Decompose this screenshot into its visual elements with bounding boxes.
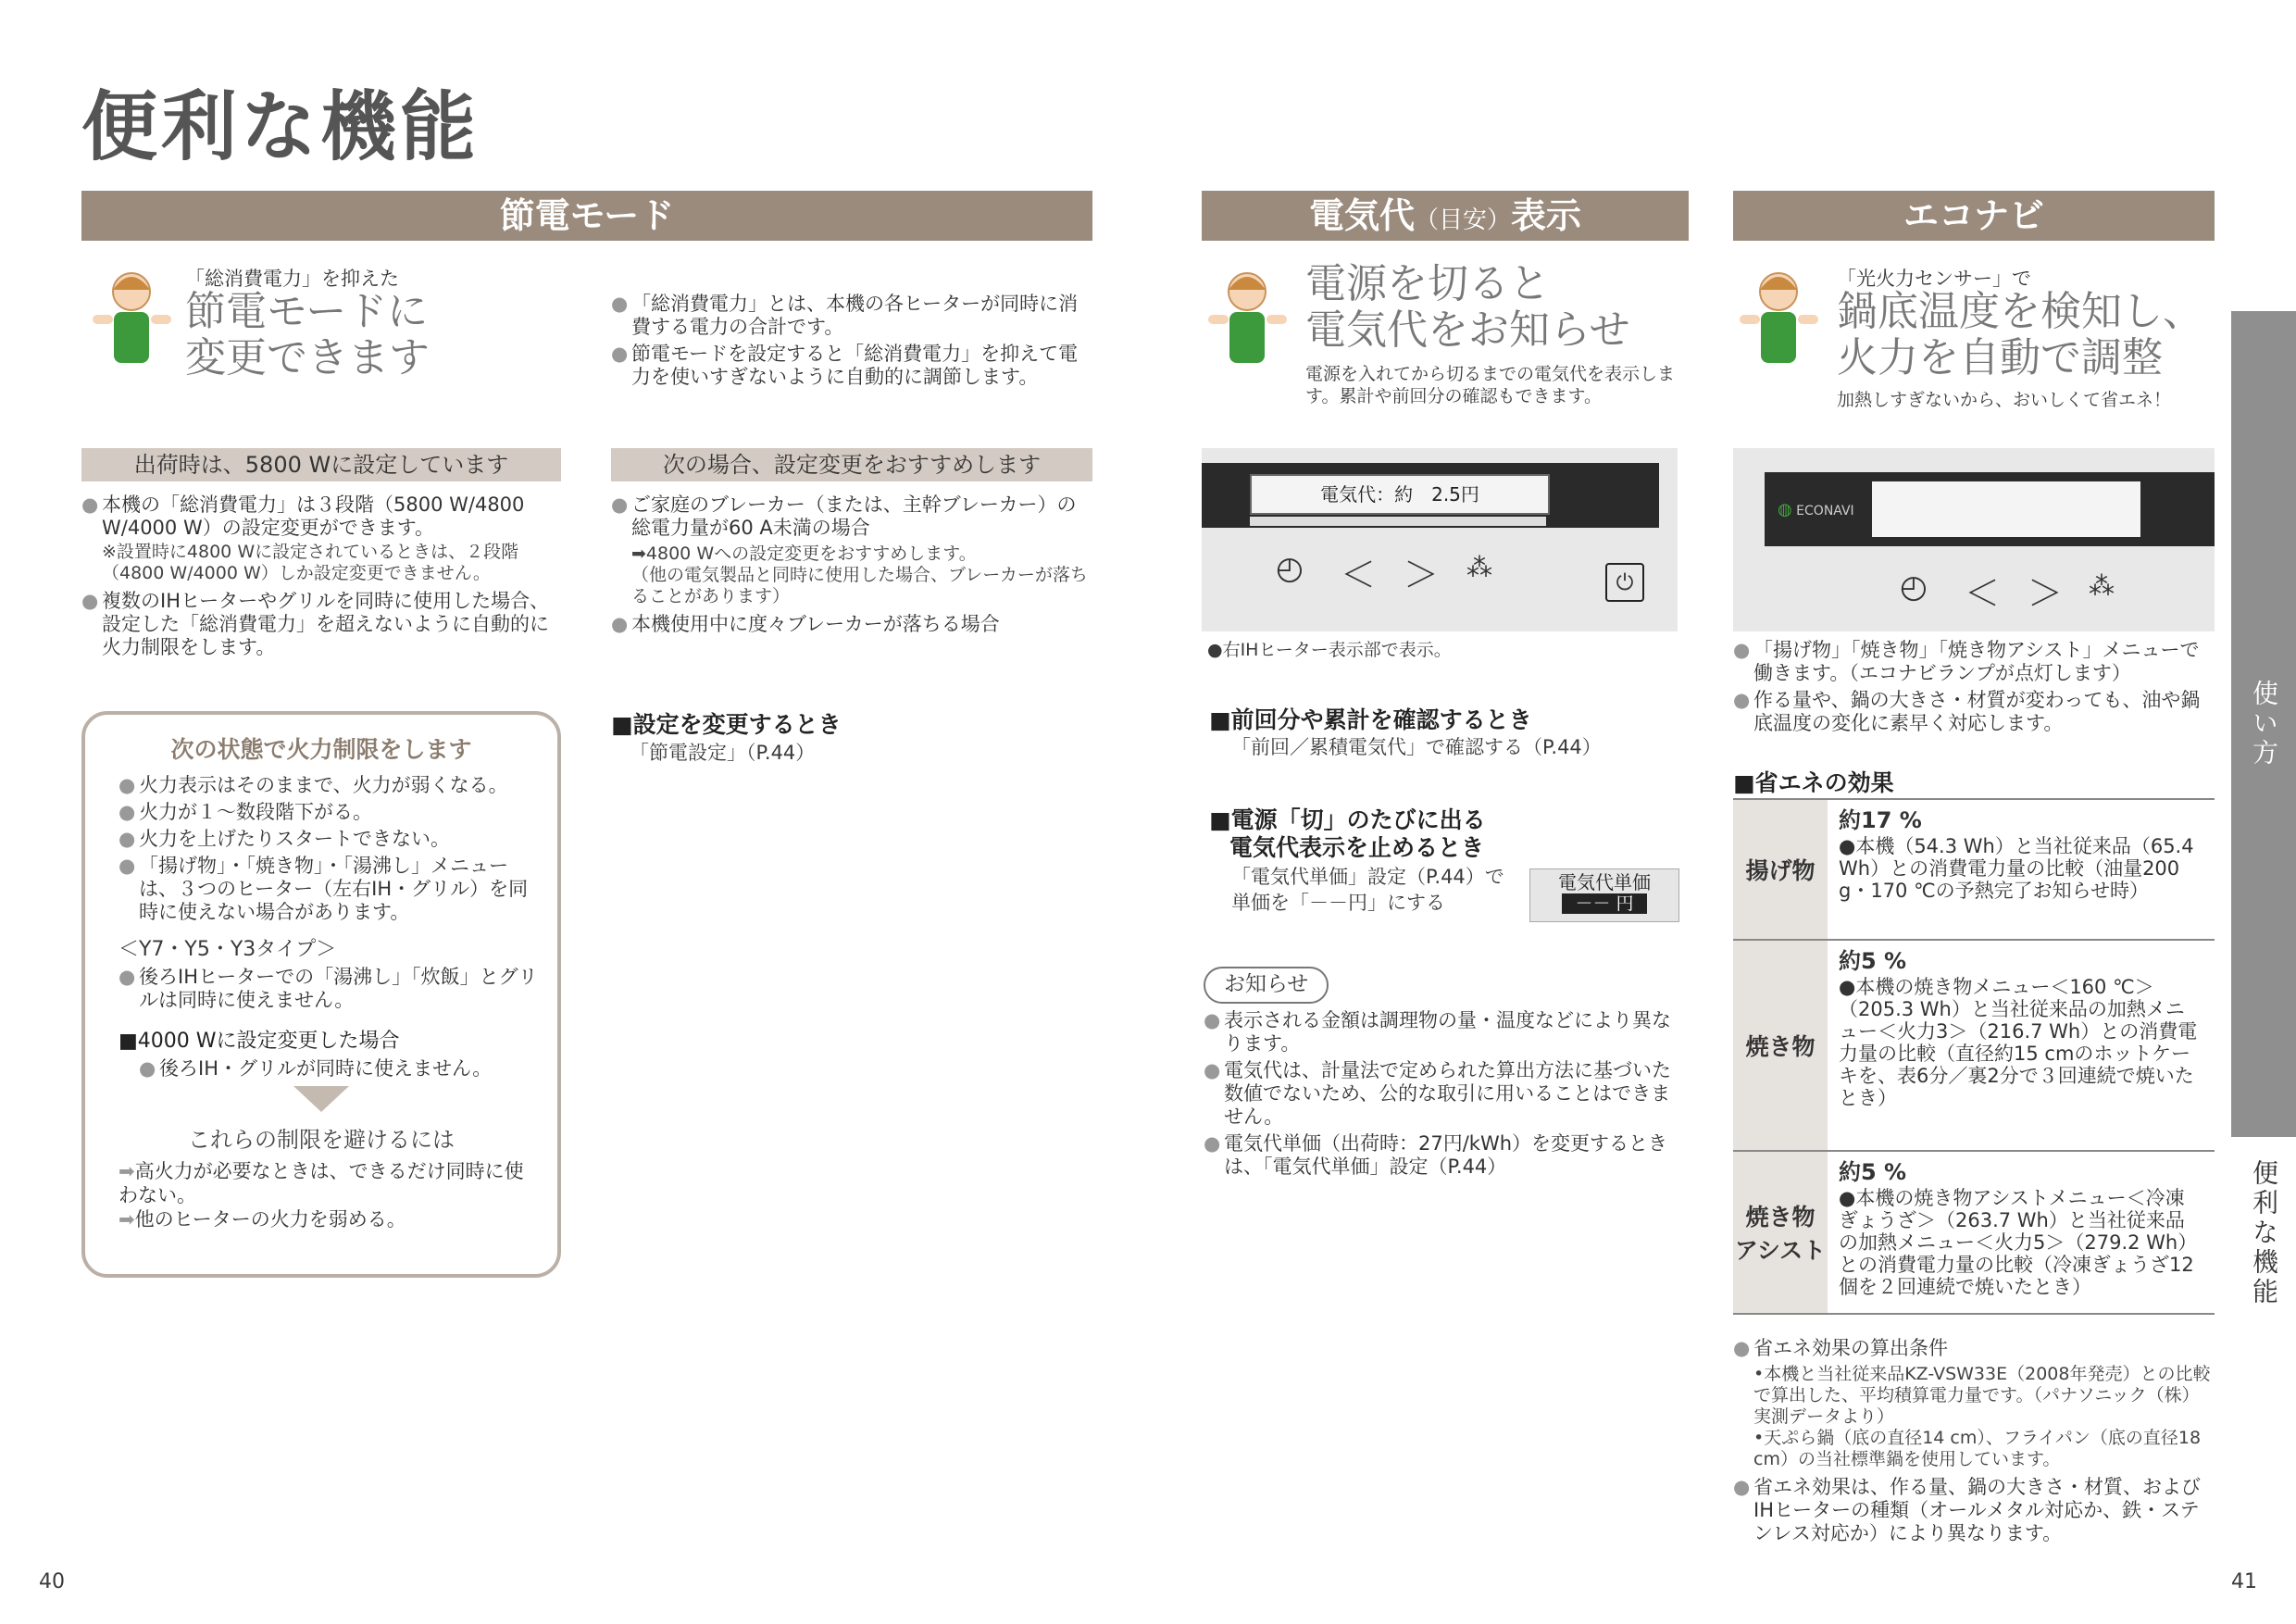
restriction-box xyxy=(81,711,561,1278)
list-item: ● 火力を上げたりスタートできない。 xyxy=(119,828,539,851)
list-item: ● 作る量や、鍋の大きさ・材質が変わっても、油や鍋底温度の変化に素早く対応します。 xyxy=(1733,689,2215,735)
row-label: 焼き物アシスト xyxy=(1733,1151,1828,1314)
econavi-sub: 加熱しすぎないから、おいしくて省エネ！ xyxy=(1837,390,2172,410)
burner-icon[interactable]: ⁂ xyxy=(2089,570,2115,601)
econavi-big-2: 火力を自動で調整 xyxy=(1837,334,2163,381)
econavi-display xyxy=(1872,481,2140,537)
left-arrow-icon[interactable]: ＜ xyxy=(1341,555,1377,595)
list-item: ● 表示される金額は調理物の量・温度などにより異なります。 xyxy=(1204,1009,1685,1056)
list-item: ● ご家庭のブレーカー（または、主幹ブレーカー）の総電力量が60 A未満の場合 xyxy=(611,493,1092,540)
econavi-logo: ◍ ECONAVI xyxy=(1778,500,1854,519)
list-item: ● 省エネ効果の算出条件 xyxy=(1733,1337,2215,1360)
list-item: ● 後ろIH・グリルが同時に使えません。 xyxy=(139,1057,539,1081)
setsuden-lead-small: 「総消費電力」を抑えた xyxy=(185,268,399,290)
timer-icon[interactable]: ◴ xyxy=(1276,550,1304,587)
list-item: ● 「揚げ物」「焼き物」「焼き物アシスト」メニューで働きます。（エコナビランプが点灯します） xyxy=(1733,639,2215,685)
setsuden-lead-big-1: 節電モードに xyxy=(185,288,429,335)
list-item: ● 複数のIHヒーターやグリルを同時に使用した場合、設定した「総消費電力」を超えないように自動的に火力制限をします。 xyxy=(81,590,563,659)
note-text: ※設置時に4800 Wに設定されているときは、２段階（4800 W/4000 W）しか設定変更できません。 xyxy=(102,542,519,583)
econavi-lead-small: 「光火力センサー」で xyxy=(1837,268,2031,290)
change-ref: 「節電設定」（P.44） xyxy=(630,742,816,764)
power-icon[interactable]: ⏻ xyxy=(1605,563,1644,602)
note-text: （他の電気製品と同時に使用した場合、ブレーカーが落ちることがあります） xyxy=(631,565,1088,606)
left-arrow-icon[interactable]: ＜ xyxy=(1965,573,2001,614)
table-row xyxy=(1733,799,2215,940)
denki-h2-text2: 単価を「－－円」にする xyxy=(1231,892,1445,914)
notice-pill: お知らせ xyxy=(1204,967,1329,1004)
unit-price-display: 電気代単価 －－ 円 xyxy=(1529,868,1679,922)
page-number-right: 41 xyxy=(2231,1570,2257,1593)
arrow-icon: ➡ xyxy=(119,1208,135,1230)
table-row xyxy=(1733,940,2215,1151)
sub-band-recommend: 次の場合、設定変更をおすすめします xyxy=(611,448,1092,481)
denki-big-1: 電源を切ると xyxy=(1305,260,1550,307)
burner-icon[interactable]: ⁂ xyxy=(1466,552,1492,582)
side-tab-features[interactable]: 便利な機能 xyxy=(2249,1159,2279,1307)
right-arrow-icon[interactable]: ＞ xyxy=(2028,573,2064,614)
right-arrow-icon[interactable]: ＞ xyxy=(1404,555,1440,595)
person-illustration xyxy=(1204,264,1292,380)
denki-caption: ●右IHヒーター表示部で表示。 xyxy=(1207,640,1452,660)
econavi-list xyxy=(1733,639,2215,739)
denki-h2a: ■電源「切」のたびに出る xyxy=(1209,806,1486,833)
section-band-denki: 電気代（目安）表示 xyxy=(1202,191,1689,241)
list-item: ● 電気代単価（出荷時：27円/kWh）を変更するときは、「電気代単価」設定（P.44） xyxy=(1204,1132,1685,1179)
denki-h2-text1: 「電気代単価」設定（P.44）で xyxy=(1231,866,1504,888)
effect-table xyxy=(1733,798,2215,1315)
row-label: 揚げ物 xyxy=(1733,799,1828,940)
list-item: ● 電気代は、計量法で定められた算出方法に基づいた数値でないため、公的な取引に用いることはできません。 xyxy=(1204,1059,1685,1129)
setsuden-right-list xyxy=(611,493,1092,640)
box-title: 次の状態で火力制限をします xyxy=(170,736,472,763)
list-item: ● 本機使用中に度々ブレーカーが落ちる場合 xyxy=(611,613,1092,636)
denki-h2b: 電気代表示を止めるとき xyxy=(1229,834,1485,861)
page-number-left: 40 xyxy=(39,1570,65,1593)
denki-h1-ref: 「前回／累積電気代」で確認する（P.44） xyxy=(1231,736,1602,758)
avoid-title: これらの制限を避けるには xyxy=(188,1127,455,1153)
type-label: ＜Y7・Y5・Y3タイプ＞ xyxy=(119,938,337,961)
row-cell: 約5 % ●本機の焼き物メニュー＜160 ℃＞（205.3 Wh）と当社従来品の加熱メニュー＜火力3＞（216.7 Wh）との消費電力量の比較（直径約15 cmのホットケーキを、表6分／裏2分で３回連続で焼いたとき） xyxy=(1828,940,2215,1151)
list-item: ● 後ろIHヒーターでの「湯沸し」「炊飯」とグリルは同時に使えません。 xyxy=(119,966,539,1012)
setsuden-lead-big-2: 変更できます xyxy=(185,334,430,381)
denki-big-2: 電気代をお知らせ xyxy=(1305,306,1630,354)
list-item: ● 火力表示はそのままで、火力が弱くなる。 xyxy=(119,774,539,797)
side-tab-usage[interactable]: 使い方 xyxy=(2231,311,2296,1137)
list-item: ● 本機の「総消費電力」は３段階（5800 W/4800 W/4000 W）の設定変更ができます。 xyxy=(81,493,563,540)
setsuden-left-list xyxy=(81,493,563,663)
arrow-text: ➡4800 Wへの設定変更をおすすめします。 xyxy=(631,543,977,564)
note-text: •天ぷら鍋（底の直径14 cm）、フライパン（底の直径18 cm）の当社標準鍋を使用しています。 xyxy=(1753,1428,2202,1469)
section-band-setsuden: 節電モード xyxy=(81,191,1092,241)
section-band-econavi: エコナビ xyxy=(1733,191,2215,241)
change-heading: ■設定を変更するとき xyxy=(611,711,842,738)
down-arrow-icon xyxy=(293,1086,349,1114)
arrow-icon: ➡ xyxy=(119,1160,135,1182)
table-row xyxy=(1733,1151,2215,1314)
denki-h1: ■前回分や累計を確認するとき xyxy=(1209,706,1532,733)
sub-band-default: 出荷時は、5800 Wに設定しています xyxy=(81,448,561,481)
intro-item: ● 節電モードを設定すると「総消費電力」を抑えて電力を使いすぎないように自動的に調節します。 xyxy=(611,343,1083,389)
person-illustration xyxy=(88,264,176,380)
econavi-big-1: 鍋底温度を検知し、 xyxy=(1837,288,2203,335)
price-display: 電気代：約 2.5円 xyxy=(1250,474,1550,515)
avoid-item: ➡他のヒーターの火力を弱める。 xyxy=(119,1208,406,1230)
notice-list xyxy=(1204,1009,1685,1182)
row-label: 焼き物 xyxy=(1733,940,1828,1151)
setsuden-intro xyxy=(611,293,1083,393)
list-item: ● 火力が１～数段階下がる。 xyxy=(119,801,539,824)
avoid-item: ➡高火力が必要なときは、できるだけ同時に使わない。 xyxy=(119,1160,524,1206)
avoid-list xyxy=(85,1154,557,1231)
list-item: ● 省エネ効果は、作る量、鍋の大きさ・材質、およびIHヒーターの種類（オールメタル対応か、鉄・ステンレス対応か）により異なります。 xyxy=(1733,1476,2215,1545)
effect-heading: ■省エネの効果 xyxy=(1733,769,1894,796)
denki-desc: 電源を入れてから切るまでの電気代を表示します。累計や前回分の確認もできます。 xyxy=(1305,364,1676,406)
row-cell: 約5 % ●本機の焼き物アシストメニュー＜冷凍ぎょうざ＞（263.7 Wh）と当社従来品の加熱メニュー＜火力5＞（279.2 Wh）との消費電力量の比較（冷凍ぎょうざ12個を２回連続で焼いたとき） xyxy=(1828,1151,2215,1314)
control-panel-econavi xyxy=(1733,448,2215,631)
box-4000-heading: ■4000 Wに設定変更した場合 xyxy=(119,1030,400,1053)
note-text: •本機と当社従来品KZ-VSW33E（2008年発売）との比較で算出した、平均積算電力量です。（パナソニック（株）実測データより） xyxy=(1753,1364,2211,1427)
intro-item: ● 「総消費電力」とは、本機の各ヒーターが同時に消費する電力の合計です。 xyxy=(611,293,1083,339)
econavi-lamp-icon: ◍ xyxy=(1778,500,1792,519)
person-illustration xyxy=(1735,264,1823,380)
page-title: 便利な機能 xyxy=(81,83,480,171)
list-item: ● 「揚げ物」・「焼き物」・「湯沸し」メニューは、３つのヒーター（左右IH・グリル）を同時に使えない場合があります。 xyxy=(119,855,539,924)
timer-icon[interactable]: ◴ xyxy=(1900,568,1928,606)
row-cell: 約17 % ●本機（54.3 Wh）と当社従来品（65.4 Wh）との消費電力量の比較（油量200 g・170 ℃の予熱完了お知らせ時） xyxy=(1828,799,2215,940)
calc-conditions xyxy=(1733,1337,2215,1549)
box-list xyxy=(85,765,557,1081)
control-panel-denki xyxy=(1202,448,1678,631)
